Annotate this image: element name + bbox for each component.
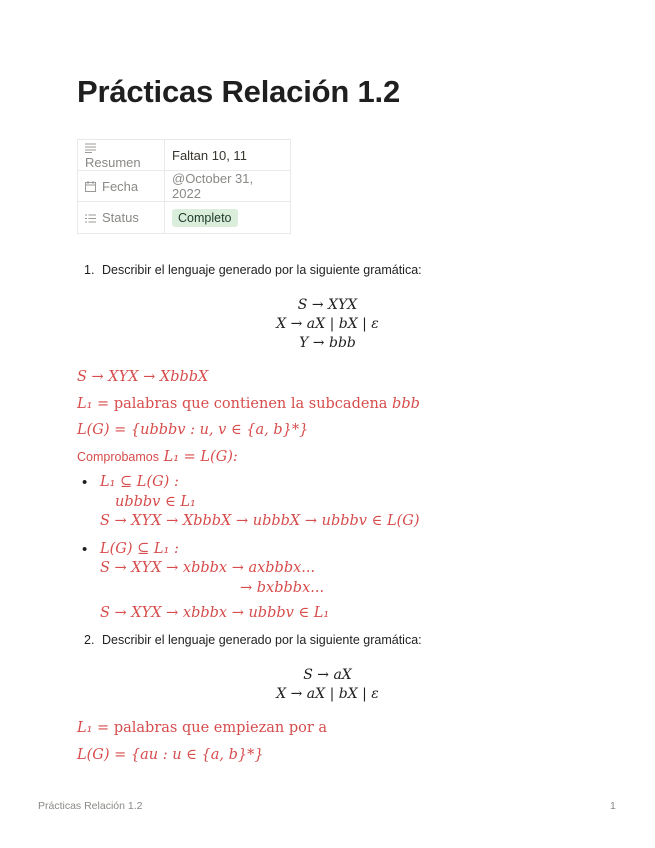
grammar-rule: Y → bbb [299, 335, 356, 351]
bullet-math: → bxbbbx... [240, 580, 325, 596]
property-value[interactable] [165, 202, 291, 234]
grammar-rule: X → aX | bX | ε [276, 316, 379, 332]
l1-symbol: L₁ [77, 396, 93, 412]
property-key-label: Fecha [102, 178, 139, 194]
list-number: 2. [84, 633, 95, 647]
bullet-math: L₁ ⊆ L(G) : [100, 474, 179, 490]
bullet-line [115, 494, 196, 510]
bullet-math: S → XYX → XbbbX → ubbbX → ubbbv ∈ L(G) [100, 513, 420, 529]
bullet-line [100, 605, 329, 621]
bullet-dot: • [82, 474, 88, 491]
bullet-math: L(G) ⊆ L₁ : [100, 541, 179, 557]
prompt-text: Describir el lenguaje generado por la siguiente gramática: [102, 263, 422, 277]
page-number: 1 [610, 800, 616, 812]
check-text: Comprobamos [77, 450, 159, 464]
bullet-line [240, 580, 324, 596]
property-row [78, 171, 291, 202]
check-line [77, 449, 238, 465]
property-key-label: Resumen [85, 155, 141, 170]
grammar-rule: S → aX [303, 667, 352, 683]
language-definition: L₁ = palabras que empiezan por a [77, 720, 328, 736]
bullet-math: S → XYX → xbbbx → ubbbv ∈ L₁ [100, 605, 330, 621]
derivation-math: S → XYX → XbbbX [77, 369, 209, 385]
list-number: 1. [84, 263, 95, 277]
grammar-rule: S → XYX [297, 297, 358, 313]
grammar-language [77, 422, 308, 438]
bullet-math: S → XYX → xbbbx → axbbbx... [100, 560, 316, 576]
grammar-language [77, 747, 264, 763]
bullet-heading [100, 474, 179, 490]
property-key [78, 140, 165, 171]
list-icon [85, 214, 96, 223]
property-key [78, 202, 165, 234]
page-title: Prácticas Relación 1.2 [77, 74, 401, 109]
prompt-text: Describir el lenguaje generado por la siguiente gramática: [102, 633, 422, 647]
property-key [78, 171, 165, 202]
property-row [78, 140, 291, 171]
l1-symbol: L₁ [77, 720, 93, 736]
check-math: L₁ = L(G): [163, 449, 238, 465]
lg-math: L(G) = {ubbbv : u, v ∈ {a, b}*} [77, 422, 309, 438]
l1-description: palabras que contienen la subcadena [113, 396, 388, 412]
lg-math: L(G) = {au : u ∈ {a, b}*} [77, 747, 264, 763]
calendar-icon [85, 181, 96, 192]
language-definition: L₁ = palabras que contienen la subcadena bbb [77, 396, 420, 412]
bullet-heading [100, 541, 179, 557]
bullet-line [100, 560, 315, 576]
property-key-label: Status [102, 210, 139, 225]
bullet-math: ubbbv ∈ L₁ [115, 494, 196, 510]
status-badge[interactable]: Completo [172, 209, 238, 227]
grammar-rule: X → aX | bX | ε [276, 686, 379, 702]
properties-table [77, 139, 291, 234]
property-value[interactable]: @October 31, 2022 [165, 171, 291, 202]
footer-title: Prácticas Relación 1.2 [38, 800, 143, 812]
property-value[interactable]: Faltan 10, 11 [165, 140, 291, 171]
property-row [78, 202, 291, 234]
text-lines-icon [85, 143, 96, 153]
l1-description: palabras que empiezan por a [113, 720, 328, 736]
exercise-prompt [84, 633, 422, 647]
bullet-line [100, 513, 419, 529]
l1-substring: bbb [392, 396, 420, 412]
exercise-prompt [84, 263, 422, 277]
bullet-dot: • [82, 541, 88, 558]
derivation [77, 369, 208, 385]
